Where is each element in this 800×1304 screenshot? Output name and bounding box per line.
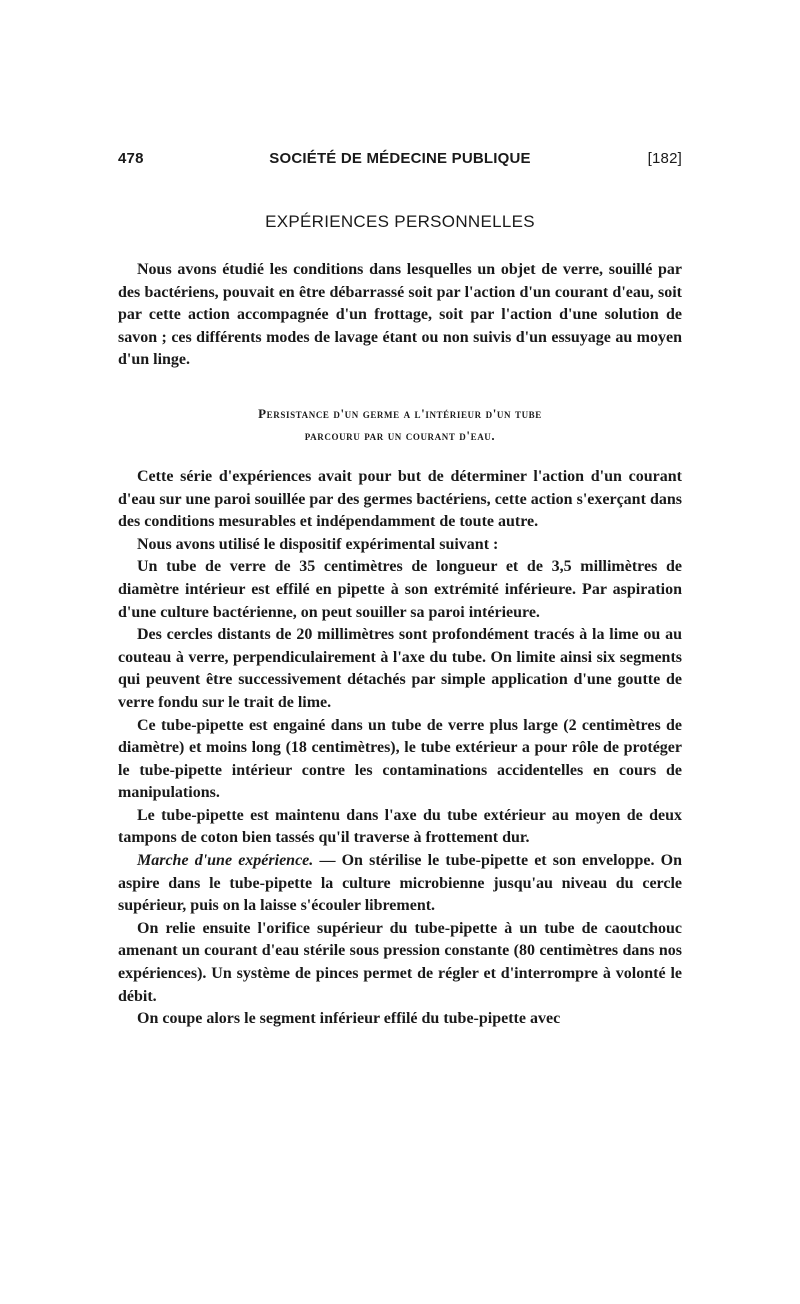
- paragraph: On coupe alors le segment inférieur effilé du tube-pipette avec: [137, 1010, 561, 1028]
- paragraph: Un tube de verre de 35 centimètres de longueur et de 3,5 millimètres de diamètre intérieur est effilé en pipette à son extrémité inférieure. Par aspiration d'une culture bactérienne, on peut souiller sa paroi intérieure.: [118, 558, 682, 621]
- subheading: [118, 403, 682, 447]
- paragraph-marche: [118, 850, 682, 918]
- paragraph: Ce tube-pipette est engainé dans un tube de verre plus large (2 centimètres de diamètre) et moins long (18 centimètres), le tube extérieur a pour rôle de protéger le tube-pipette intérieur contre les contaminations accidentelles en cours de manipulations.: [118, 716, 682, 802]
- intro-paragraph: Nous avons étudié les conditions dans lesquelles un objet de verre, souillé par des bactériens, pouvait en être débarrassé soit par l'action d'un courant d'eau, soit par cette action accompagnée d'un frottage, soit par l'action d'une solution de savon ; ces différents modes de lavage étant ou non suivis d'un essuyage au moyen d'un linge.: [118, 261, 682, 369]
- body-text: [118, 466, 682, 1031]
- section-title: EXPÉRIENCES PERSONNELLES: [265, 212, 535, 231]
- paragraph: Cette série d'expériences avait pour but de déterminer l'action d'un courant d'eau sur une paroi souillée par des germes bactériens, cette action s'exerçant dans des conditions mesurables et indépendamment de toute autre.: [118, 467, 682, 531]
- paragraph: Des cercles distants de 20 millimètres sont profondément tracés à la lime ou au couteau à verre, perpendiculairement à l'axe du tube. On limite ainsi six segments qui peuvent être successivement détachés par simple application d'une goutte de verre fondu sur le trait de lime.: [118, 626, 682, 711]
- paragraph: Nous avons utilisé le dispositif expérimental suivant :: [137, 535, 499, 553]
- subheading-line-1: Persistance d'un germe a l'intérieur d'un tube: [258, 405, 542, 421]
- document-page: [118, 150, 682, 1031]
- running-title: SOCIÉTÉ DE MÉDECINE PUBLIQUE: [269, 150, 531, 167]
- paragraph: Le tube-pipette est maintenu dans l'axe du tube extérieur au moyen de deux tampons de coton bien tassés qu'il traverse à frottement dur.: [118, 806, 682, 847]
- subheading-line-2: parcouru par un courant d'eau.: [304, 427, 496, 443]
- running-header: [118, 150, 682, 174]
- marche-lead: Marche d'une expérience.: [137, 852, 314, 870]
- page-number: 478: [118, 150, 144, 167]
- paragraph: On relie ensuite l'orifice supérieur du tube-pipette à un tube de caoutchouc amenant un courant d'eau stérile sous pression constante (80 centimètres dans nos expériences). Un système de pinces permet de régler et d'interrompre à volonté le débit.: [118, 919, 682, 1005]
- original-page-number: [182]: [647, 150, 682, 167]
- marche-text: — On stérilise le tube-pipette et son enveloppe. On aspire dans le tube-pipette la culture microbienne jusqu'au niveau du cercle supérieur, puis on la laisse s'écouler librement.: [118, 852, 683, 915]
